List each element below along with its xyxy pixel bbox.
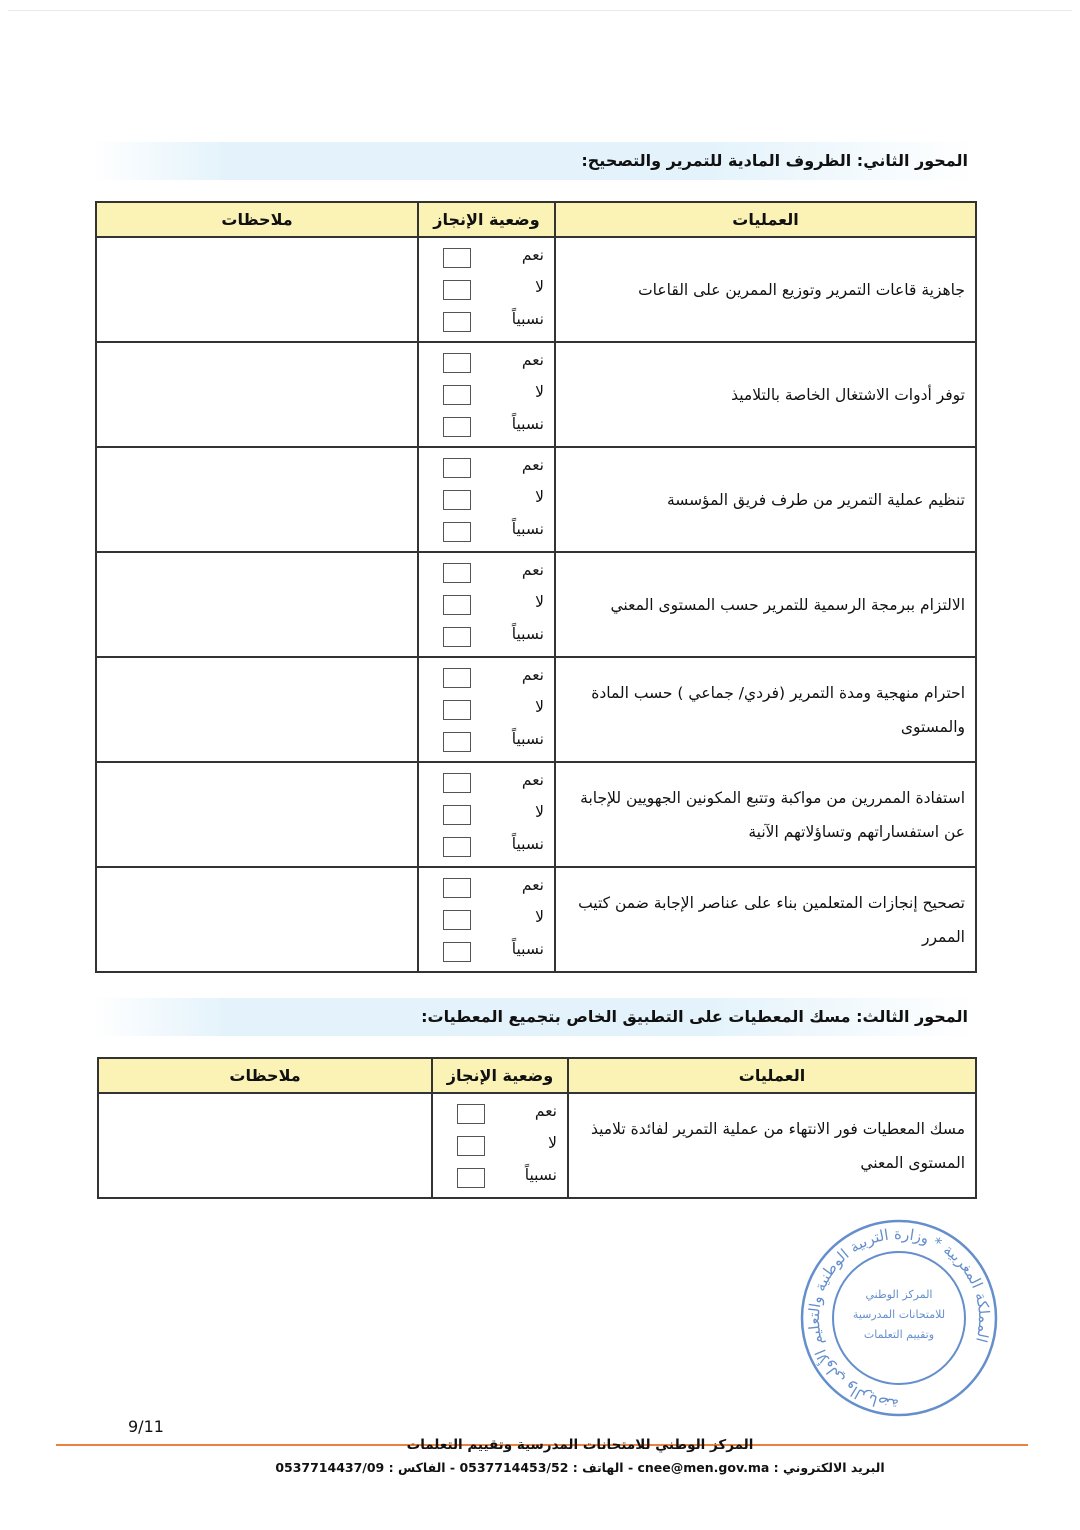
option-label-no: لا [535, 383, 544, 401]
status-cell [418, 342, 555, 447]
checkbox-no[interactable] [443, 595, 471, 615]
section3-title: المحور الثالث: مسك المعطيات على التطبيق الخاص بتجميع المعطيات: [92, 998, 976, 1036]
notes-cell[interactable] [96, 237, 418, 342]
checkbox-no[interactable] [457, 1136, 485, 1156]
checkbox-partial[interactable] [443, 732, 471, 752]
option-label-no: لا [535, 278, 544, 296]
checkbox-partial[interactable] [443, 417, 471, 437]
option-label-partial: نسبياً [511, 940, 544, 958]
operation-cell: احترام منهجية ومدة التمرير (فردي/ جماعي ) حسب المادة والمستوى [555, 657, 976, 762]
checkbox-partial[interactable] [443, 942, 471, 962]
option-label-partial: نسبياً [511, 415, 544, 433]
table-row [96, 657, 976, 762]
footer-contact: البريد الالكتروني : cnee@men.gov.ma - الهاتف : 0537714453/52 - الفاكس : 0537714437/09 [275, 1460, 885, 1475]
status-cell [418, 447, 555, 552]
checkbox-yes[interactable] [457, 1104, 485, 1124]
status-cell [418, 552, 555, 657]
operation-cell: مسك المعطيات فور الانتهاء من عملية التمرير لفائدة تلاميذ المستوى المعني [568, 1093, 976, 1198]
checkbox-yes[interactable] [443, 353, 471, 373]
status-cell [418, 762, 555, 867]
option-label-yes: نعم [534, 1102, 557, 1120]
notes-cell[interactable] [98, 1093, 432, 1198]
operations-header: العمليات [555, 202, 976, 237]
checkbox-no[interactable] [443, 490, 471, 510]
option-label-yes: نعم [521, 666, 544, 684]
notes-cell[interactable] [96, 867, 418, 972]
stamp-inner-line3: وتقييم التعلمات [863, 1328, 935, 1341]
operation-cell: استفادة الممررين من مواكبة وتتبع المكونين الجهويين للإجابة عن استفساراتهم وتساؤلاتهم الآنية [555, 762, 976, 867]
option-label-no: لا [535, 698, 544, 716]
table-row [96, 867, 976, 972]
notes-cell[interactable] [96, 342, 418, 447]
option-label-partial: نسبياً [524, 1166, 557, 1184]
option-label-partial: نسبياً [511, 625, 544, 643]
top-border-line [8, 10, 1072, 11]
checkbox-partial[interactable] [443, 312, 471, 332]
status-cell [418, 657, 555, 762]
checkbox-no[interactable] [443, 280, 471, 300]
option-label-yes: نعم [521, 246, 544, 264]
operation-cell: تصحيح إنجازات المتعلمين بناء على عناصر الإجابة ضمن كتيب الممرر [555, 867, 976, 972]
checkbox-partial[interactable] [457, 1168, 485, 1188]
operation-cell: الالتزام ببرمجة الرسمية للتمرير حسب المستوى المعني [555, 552, 976, 657]
option-label-no: لا [548, 1134, 557, 1152]
status-cell [432, 1093, 568, 1198]
option-label-yes: نعم [521, 456, 544, 474]
option-label-no: لا [535, 488, 544, 506]
stamp-inner-line2: للامتحانات المدرسية [852, 1308, 946, 1321]
option-label-partial: نسبياً [511, 835, 544, 853]
footer-center-name: المركز الوطني للامتحانات المدرسية وتقييم التعلمات [406, 1437, 754, 1453]
option-label-yes: نعم [521, 876, 544, 894]
table-row [96, 552, 976, 657]
option-label-partial: نسبياً [511, 730, 544, 748]
checkbox-partial[interactable] [443, 837, 471, 857]
table-row [98, 1093, 976, 1198]
page-number: 9/11 [128, 1417, 164, 1436]
option-label-yes: نعم [521, 351, 544, 369]
option-label-no: لا [535, 908, 544, 926]
notes-cell[interactable] [96, 762, 418, 867]
checkbox-yes[interactable] [443, 563, 471, 583]
checkbox-partial[interactable] [443, 522, 471, 542]
checkbox-no[interactable] [443, 385, 471, 405]
operation-cell: تنظيم عملية التمرير من طرف فريق المؤسسة [555, 447, 976, 552]
checkbox-yes[interactable] [443, 668, 471, 688]
section2-title: المحور الثاني: الظروف المادية للتمرير والتصحيح: [92, 142, 976, 180]
table-row [96, 762, 976, 867]
option-label-partial: نسبياً [511, 310, 544, 328]
notes-cell[interactable] [96, 552, 418, 657]
checkbox-yes[interactable] [443, 773, 471, 793]
notes-cell[interactable] [96, 657, 418, 762]
checkbox-partial[interactable] [443, 627, 471, 647]
checkbox-yes[interactable] [443, 248, 471, 268]
option-label-yes: نعم [521, 771, 544, 789]
checkbox-yes[interactable] [443, 458, 471, 478]
status-header: وضعية الإنجاز [432, 1058, 568, 1093]
notes-header: ملاحظات [98, 1058, 432, 1093]
table-row [96, 237, 976, 342]
official-stamp [797, 1218, 1002, 1418]
option-label-yes: نعم [521, 561, 544, 579]
option-label-partial: نسبياً [511, 520, 544, 538]
stamp-inner-line1: المركز الوطني [865, 1288, 933, 1301]
operation-cell: توفر أدوات الاشتغال الخاصة بالتلاميذ [555, 342, 976, 447]
status-cell [418, 867, 555, 972]
checkbox-no[interactable] [443, 910, 471, 930]
option-label-no: لا [535, 803, 544, 821]
section3-header-row [98, 1058, 976, 1093]
stamp-outer-text: المملكة المغربية * وزارة التربية الوطنية والتعليم الأولي والرياضة [804, 1224, 994, 1414]
table-row [96, 447, 976, 552]
status-header: وضعية الإنجاز [418, 202, 555, 237]
section2-table [95, 201, 977, 973]
status-cell [418, 237, 555, 342]
table-row [96, 342, 976, 447]
section3-table [97, 1057, 977, 1199]
operations-header: العمليات [568, 1058, 976, 1093]
checkbox-no[interactable] [443, 700, 471, 720]
checkbox-no[interactable] [443, 805, 471, 825]
notes-header: ملاحظات [96, 202, 418, 237]
checkbox-yes[interactable] [443, 878, 471, 898]
section2-header-row [96, 202, 976, 237]
operation-cell: جاهزية قاعات التمرير وتوزيع الممرين على القاعات [555, 237, 976, 342]
notes-cell[interactable] [96, 447, 418, 552]
option-label-no: لا [535, 593, 544, 611]
